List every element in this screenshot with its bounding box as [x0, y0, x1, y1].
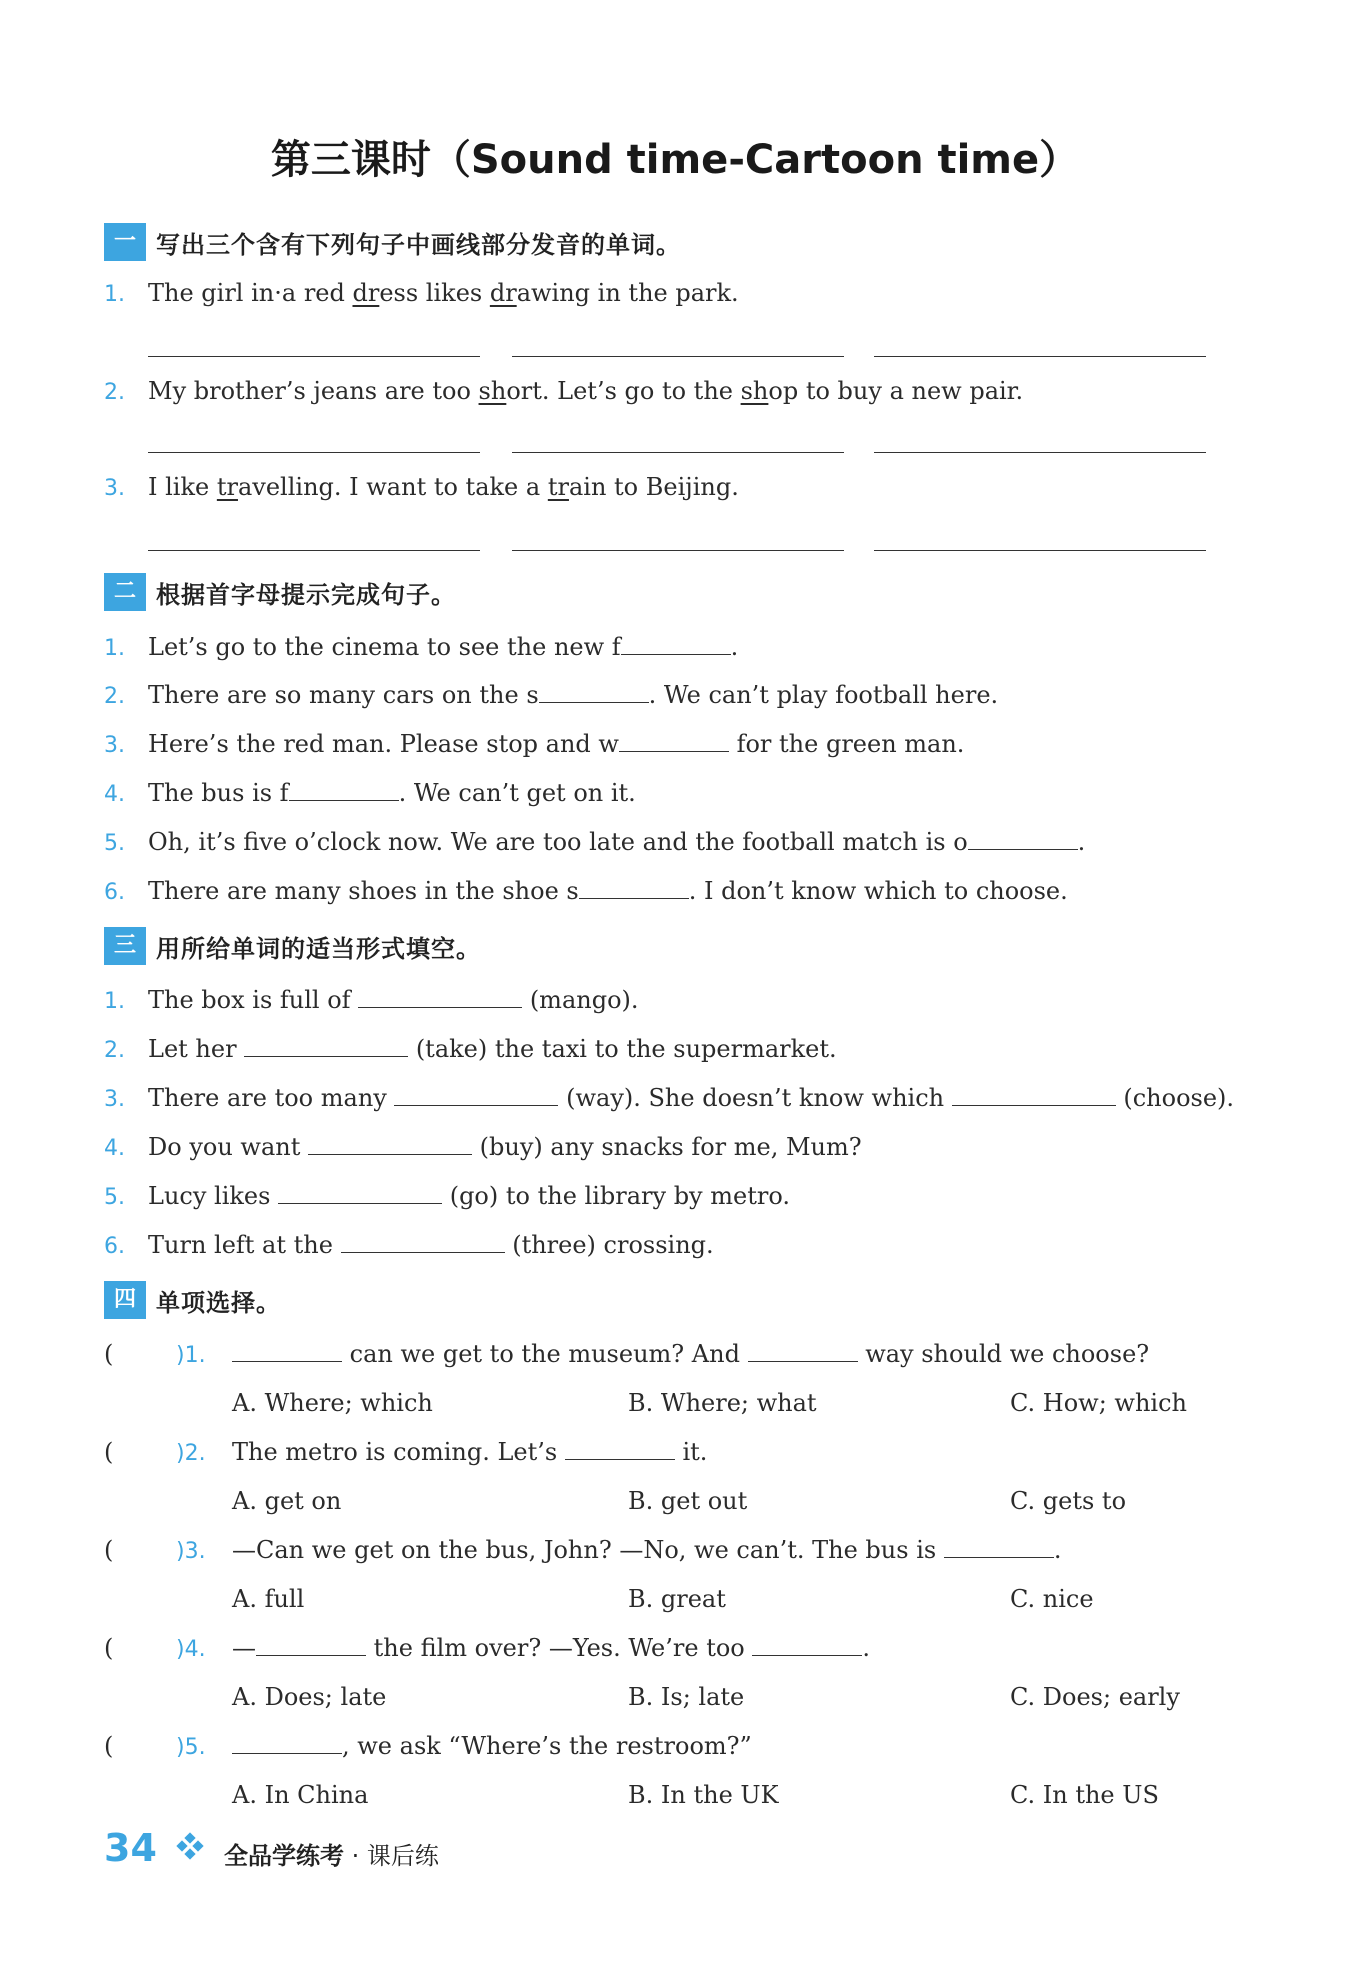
text: .	[1077, 828, 1086, 856]
text: Let’s go to the cinema to see the new f	[148, 633, 621, 661]
question-number: 1.	[104, 989, 125, 1014]
text: Turn left at the	[148, 1231, 341, 1259]
page-title: 第三课时（Sound time-Cartoon time）	[270, 137, 1080, 183]
option-a[interactable]: A. Where; which	[232, 1389, 433, 1417]
section-4-header	[104, 1280, 281, 1320]
blank[interactable]	[619, 731, 729, 752]
text: (three) crossing.	[504, 1231, 714, 1259]
text: . We can’t get on it.	[398, 779, 636, 807]
blank[interactable]	[748, 1341, 858, 1362]
answer-line[interactable]	[512, 550, 844, 551]
text: it.	[674, 1438, 708, 1466]
answer-paren[interactable]	[104, 1437, 113, 1467]
s3-question-4	[104, 1132, 862, 1164]
answer-paren[interactable]	[104, 1731, 113, 1761]
s1-question-3	[104, 472, 739, 504]
text: awing in the park.	[516, 279, 739, 307]
underlined-sound: tr	[216, 473, 238, 501]
underlined-sound: dr	[489, 279, 517, 307]
s2-question-6	[104, 876, 1068, 908]
text: The box is full of	[148, 986, 359, 1014]
text: Here’s the red man. Please stop and w	[148, 730, 619, 758]
paren-open: (	[104, 1340, 114, 1368]
underlined-sound: dr	[352, 279, 380, 307]
brand-name: 全品学练考	[224, 1842, 344, 1870]
question-number: 4.	[104, 1136, 125, 1161]
text: ort. Let’s go to the	[506, 377, 741, 405]
text: the film over? —Yes. We’re too	[366, 1634, 753, 1662]
text: ess likes	[379, 279, 490, 307]
text: The bus is f	[148, 779, 289, 807]
question-number: 2.	[104, 1038, 125, 1063]
s2-question-3	[104, 729, 964, 761]
s4-question-1	[176, 1339, 1149, 1371]
section-1-header	[104, 222, 681, 262]
text: for the green man.	[728, 730, 965, 758]
question-number: 4.	[104, 782, 125, 807]
s4-question-3	[176, 1535, 1061, 1567]
question-number: )1.	[176, 1343, 206, 1368]
underlined-sound: sh	[740, 377, 769, 405]
question-number: )5.	[176, 1735, 206, 1760]
page-number: 34	[104, 1826, 157, 1870]
s3-question-5	[104, 1181, 790, 1213]
question-number: )4.	[176, 1637, 206, 1662]
text: There are too many	[148, 1084, 395, 1112]
answer-paren[interactable]	[104, 1535, 113, 1565]
text: (way). She doesn’t know which	[558, 1084, 952, 1112]
question-number: )2.	[176, 1441, 206, 1466]
s3-question-6	[104, 1230, 714, 1262]
question-number: )3.	[176, 1539, 206, 1564]
text: There are many shoes in the shoe s	[148, 877, 579, 905]
text: (take) the taxi to the supermarket.	[408, 1035, 837, 1063]
s4-question-2	[176, 1437, 707, 1469]
text: I like	[148, 473, 217, 501]
question-number: 5.	[104, 831, 125, 856]
question-number: 3.	[104, 733, 125, 758]
answer-line[interactable]	[148, 356, 480, 357]
text: . I don’t know which to choose.	[688, 877, 1068, 905]
s1-question-1	[104, 278, 739, 310]
answer-line[interactable]	[148, 452, 480, 453]
question-number: 6.	[104, 1234, 125, 1259]
s1-question-2	[104, 376, 1023, 408]
text: The metro is coming. Let’s	[232, 1438, 565, 1466]
option-a[interactable]: A. In China	[232, 1781, 369, 1809]
underlined-sound: tr	[547, 473, 569, 501]
text: way should we choose?	[857, 1340, 1150, 1368]
blank[interactable]	[232, 1733, 342, 1754]
option-b[interactable]: B. Is; late	[628, 1683, 745, 1711]
text: My brother’s jeans are too	[148, 377, 479, 405]
brand-subtitle: 课后练	[366, 1842, 439, 1870]
text: The girl in·a red	[148, 279, 353, 307]
s2-question-1	[104, 632, 738, 664]
blank[interactable]	[565, 1439, 675, 1460]
section-badge: 四	[104, 1281, 146, 1319]
section-3-header	[104, 926, 481, 966]
answer-line[interactable]	[148, 550, 480, 551]
question-number: 2.	[104, 380, 125, 405]
footer-brand	[224, 1836, 439, 1871]
option-c[interactable]: C. How; which	[1010, 1389, 1187, 1417]
option-c[interactable]: C. In the US	[1010, 1781, 1159, 1809]
answer-line[interactable]	[874, 550, 1206, 551]
option-a[interactable]: A. full	[232, 1585, 305, 1613]
paren-open: (	[104, 1536, 114, 1564]
text: Let her	[148, 1035, 245, 1063]
s4-question-5	[176, 1731, 752, 1763]
option-c[interactable]: C. Does; early	[1010, 1683, 1180, 1711]
question-number: 3.	[104, 1087, 125, 1112]
text: Do you want	[148, 1133, 308, 1161]
blank[interactable]	[289, 780, 399, 801]
section-badge: 二	[104, 573, 146, 611]
paren-open: (	[104, 1438, 114, 1466]
option-c[interactable]: C. nice	[1010, 1585, 1094, 1613]
text: can we get to the museum? And	[342, 1340, 748, 1368]
separator: ·	[351, 1842, 360, 1870]
text: op to buy a new pair.	[768, 377, 1024, 405]
text: , we ask “Where’s the restroom?”	[342, 1732, 752, 1760]
diamond-logo-icon	[176, 1832, 204, 1860]
blank[interactable]	[539, 682, 649, 703]
s2-question-2	[104, 680, 998, 712]
option-c[interactable]: C. gets to	[1010, 1487, 1127, 1515]
text: .	[730, 633, 739, 661]
section-label: 用所给单词的适当形式填空。	[156, 934, 481, 963]
question-number: 1.	[104, 282, 125, 307]
section-label: 根据首字母提示完成句子。	[156, 580, 456, 609]
text: avelling. I want to take a	[237, 473, 548, 501]
question-number: 1.	[104, 636, 125, 661]
option-b[interactable]: B. get out	[628, 1487, 748, 1515]
text: (mango).	[522, 986, 639, 1014]
blank[interactable]	[341, 1232, 505, 1253]
answer-line[interactable]	[512, 356, 844, 357]
text: (choose).	[1115, 1084, 1235, 1112]
text: —Can we get on the bus, John? —No, we can’t. The bus is	[232, 1536, 944, 1564]
blank[interactable]	[358, 987, 522, 1008]
answer-line[interactable]	[874, 452, 1206, 453]
answer-line[interactable]	[512, 452, 844, 453]
paren-open: (	[104, 1634, 114, 1662]
blank[interactable]	[621, 634, 731, 655]
paren-open: (	[104, 1732, 114, 1760]
option-a[interactable]: A. get on	[232, 1487, 342, 1515]
option-a[interactable]: A. Does; late	[232, 1683, 387, 1711]
blank[interactable]	[278, 1183, 442, 1204]
blank[interactable]	[952, 1085, 1116, 1106]
s2-question-5	[104, 827, 1085, 859]
option-b[interactable]: B. great	[628, 1585, 726, 1613]
question-number: 2.	[104, 684, 125, 709]
question-number: 5.	[104, 1185, 125, 1210]
section-2-header	[104, 572, 456, 612]
s3-question-1	[104, 985, 639, 1017]
s3-question-2	[104, 1034, 837, 1066]
answer-line[interactable]	[874, 356, 1206, 357]
s3-question-3	[104, 1083, 1234, 1115]
section-badge: 一	[104, 223, 146, 261]
section-badge: 三	[104, 927, 146, 965]
question-number: 3.	[104, 476, 125, 501]
s4-question-4	[176, 1633, 870, 1665]
text: ain to Beijing.	[568, 473, 739, 501]
blank[interactable]	[944, 1537, 1054, 1558]
text: .	[1053, 1536, 1062, 1564]
option-b[interactable]: B. In the UK	[628, 1781, 779, 1809]
section-label: 写出三个含有下列句子中画线部分发音的单词。	[156, 230, 681, 259]
section-label: 单项选择。	[156, 1288, 281, 1317]
text: .	[862, 1634, 871, 1662]
answer-paren[interactable]	[104, 1339, 113, 1369]
blank[interactable]	[752, 1635, 862, 1656]
blank[interactable]	[256, 1635, 366, 1656]
text: (buy) any snacks for me, Mum?	[472, 1133, 862, 1161]
blank[interactable]	[244, 1036, 408, 1057]
underlined-sound: sh	[478, 377, 507, 405]
option-b[interactable]: B. Where; what	[628, 1389, 817, 1417]
blank[interactable]	[394, 1085, 558, 1106]
blank[interactable]	[579, 878, 689, 899]
text: . We can’t play football here.	[648, 681, 999, 709]
blank[interactable]	[232, 1341, 342, 1362]
text: Oh, it’s five o’clock now. We are too late and the football match is o	[148, 828, 968, 856]
text: (go) to the library by metro.	[442, 1182, 790, 1210]
text: —	[232, 1634, 256, 1662]
blank[interactable]	[968, 829, 1078, 850]
question-number: 6.	[104, 880, 125, 905]
text: There are so many cars on the s	[148, 681, 539, 709]
s2-question-4	[104, 778, 636, 810]
blank[interactable]	[308, 1134, 472, 1155]
text: Lucy likes	[148, 1182, 279, 1210]
answer-paren[interactable]	[104, 1633, 113, 1663]
